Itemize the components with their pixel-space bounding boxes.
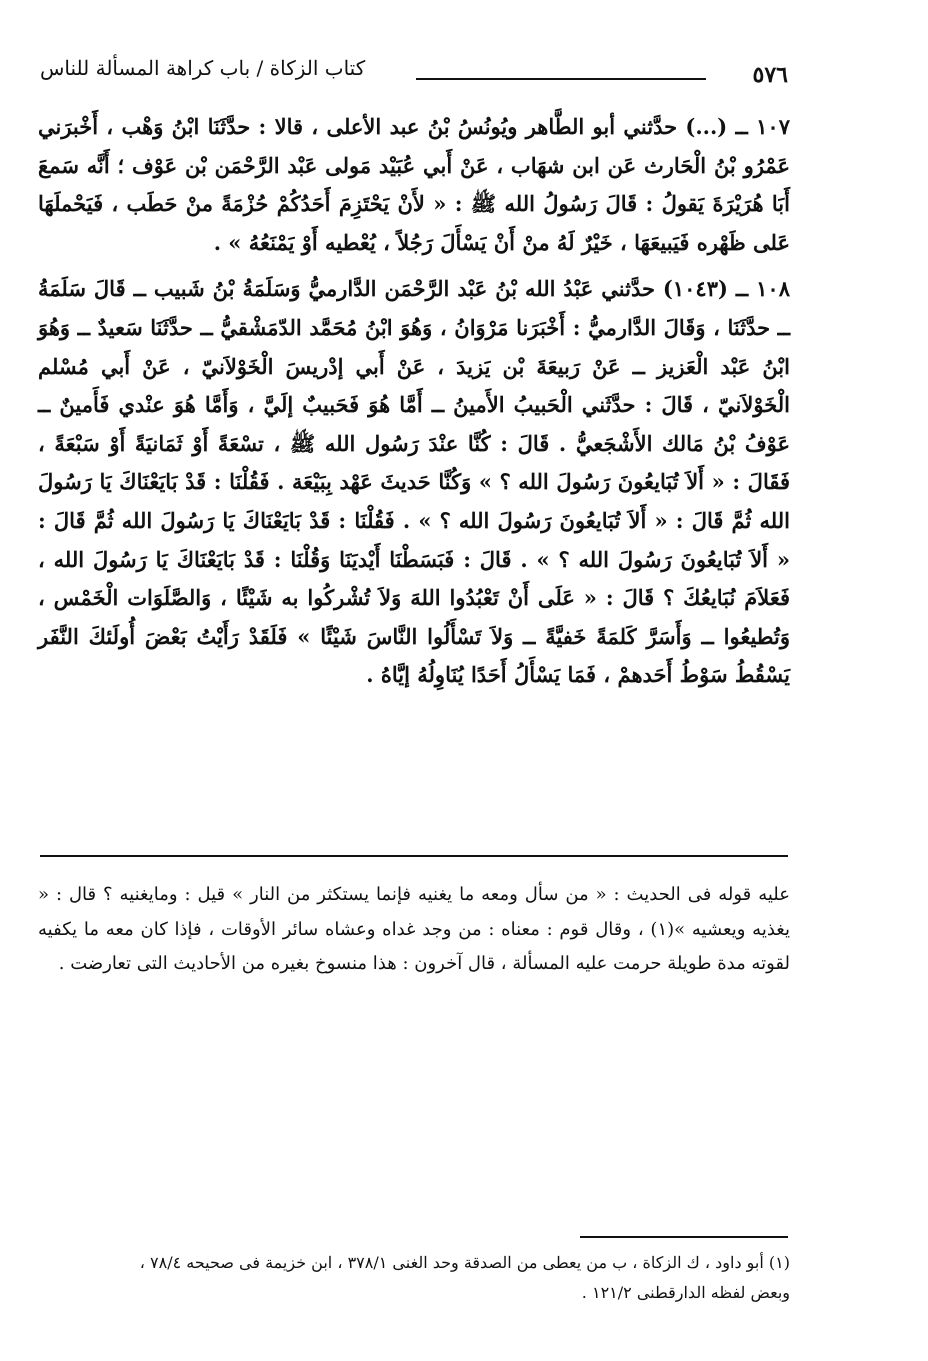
header-rule xyxy=(416,78,706,80)
commentary-text: عليه قوله فى الحديث : « من سأل ومعه ما يغنيه فإنما يستكثر من النار » قيل : ومايغنيه ؟ قال : « يغذيه ويعشيه »(١) ، وقال قوم : معناه : من وجد غداه وعشاه سائر الأوقات ، فإذا كان معه ما يكفيه لقوته مدة طويلة حرمت عليه المسألة ، قال آخرون : هذا منسوخ بغيره من الأحاديث التى تعارضت . xyxy=(38,884,790,974)
hadith-section xyxy=(38,108,790,703)
page-header xyxy=(40,52,788,92)
running-title: كتاب الزكاة / باب كراهة المسألة للناس xyxy=(40,56,366,80)
page-number: ٥٧٦ xyxy=(752,62,788,88)
hadith-number: ١٠٧ ــ (...) xyxy=(685,114,790,139)
hadith-number: ١٠٨ ــ (١٠٤٣) xyxy=(662,276,790,302)
commentary-divider xyxy=(40,855,788,857)
hadith-107 xyxy=(38,108,790,262)
footnote-divider xyxy=(580,1236,788,1238)
hadith-108 xyxy=(38,270,790,695)
hadith-text: حدَّثني أبو الطَّاهر ويُونُسُ بْنُ عبد الأعلى ، قالا : حدَّثَنَا ابْنُ وَهْب ، أَخْبرَني عَمْرُو بْنُ الْحَارث عَن ابن شهَاب ، عَنْ أَبي عُبَيْد مَولى عَبْد الرَّحْمَن بْن عَوْف ؛ أَنَّه سَمعَ أَبَا هُرَيْرَةَ يَقولُ : قَالَ رَسُولُ الله ﷺ : « لأَنْ يَحْتَزِمَ أَحَدُكُمْ حُزْمَةً منْ حَطَب ، فَيَحْملَهَا عَلى ظَهْره فَيَبيعَهَا ، خَيْرٌ لَهُ منْ أَنْ يَسْأَلَ رَجُلاً ، يُعْطيه أَوْ يَمْنَعُهُ » . xyxy=(38,114,790,255)
footnote-line: وبعض لفظه الدارقطنى ١٢١/٢ . xyxy=(581,1283,790,1302)
footnote xyxy=(38,1248,790,1308)
footnote-line: (١) أبو داود ، ك الزكاة ، ب من يعطى من الصدقة وحد الغنى ٣٧٨/١ ، ابن خزيمة فى صحيحه ٧٨/٤ ، xyxy=(139,1253,790,1272)
hadith-text: حدَّثني عَبْدُ الله بْنُ عَبْد الرَّحْمَن الدَّارميُّ وَسَلَمَةُ بْنُ شَبيب ــ قَالَ سَلَمَةُ ــ حدَّثَنَا ، وَقَالَ الدَّارميُّ : أَخْبَرَنا مَرْوَانُ ، وَهُوَ ابْنُ مُحَمَّد الدّمَشْقيُّ ــ حدَّثَنَا سَعيدٌ ــ وَهُوَ ابْنُ عَبْد الْعَزيز ــ عَنْ رَبيعَةَ بْن يَزيدَ ، عَنْ أَبي إدْريسَ الْخَوْلاَنيّ ، عَنْ أَبي مُسْلم الْخَوْلاَنيّ ، قَالَ : حدَّثَني الْحَبيبُ الأَمينُ ــ أَمَّا هُوَ فَحَبيبٌ إلَيَّ ، وَأَمَّا هُوَ عنْدي فَأَمينٌ ــ عَوْفُ بْنُ مَالك الأَشْجَعيُّ . قَالَ : كُنَّا عنْدَ رَسُول الله ﷺ ، تسْعَةً أَوْ ثَمَانيَةً أَوْ سَبْعَةً ، فَقَالَ : « أَلاَ تُبَايعُونَ رَسُولَ الله ؟ » وَكُنَّا حَديثَ عَهْد بِبَيْعَة . فَقُلْنَا : قَدْ بَايَعْنَاكَ يَا رَسُولَ الله ثُمَّ قَالَ : « أَلاَ تُبَايعُونَ رَسُولَ الله ؟ » . فَقُلْنَا : قَدْ بَايَعْنَاكَ يَا رَسُولَ الله ثُمَّ قَالَ : « أَلاَ تُبَايعُونَ رَسُولَ الله ؟ » . قَالَ : فَبَسَطْنَا أَيْديَنَا وَقُلْنَا : قَدْ بَايَعْنَاكَ يَا رَسُولَ الله ، فَعَلاَمَ نُبَايعُكَ ؟ قَالَ : « عَلَى أَنْ تَعْبُدُوا اللهَ وَلاَ تُشْركُوا به شَيْئًا ، وَالصَّلَوَات الْخَمْس ، وَتُطيعُوا ــ وَأَسَرَّ كَلمَةً خَفيَّةً ــ وَلاَ تَسْأَلُوا النَّاسَ شَيْئًا » فَلَقَدْ رَأَيْتُ بَعْضَ أُولَئكَ النَّفَر يَسْقُطُ سَوْطُ أَحَدهمْ ، فَمَا يَسْأَلُ أَحَدًا يُنَاوِلُهُ إيَّاهُ . xyxy=(38,276,790,688)
